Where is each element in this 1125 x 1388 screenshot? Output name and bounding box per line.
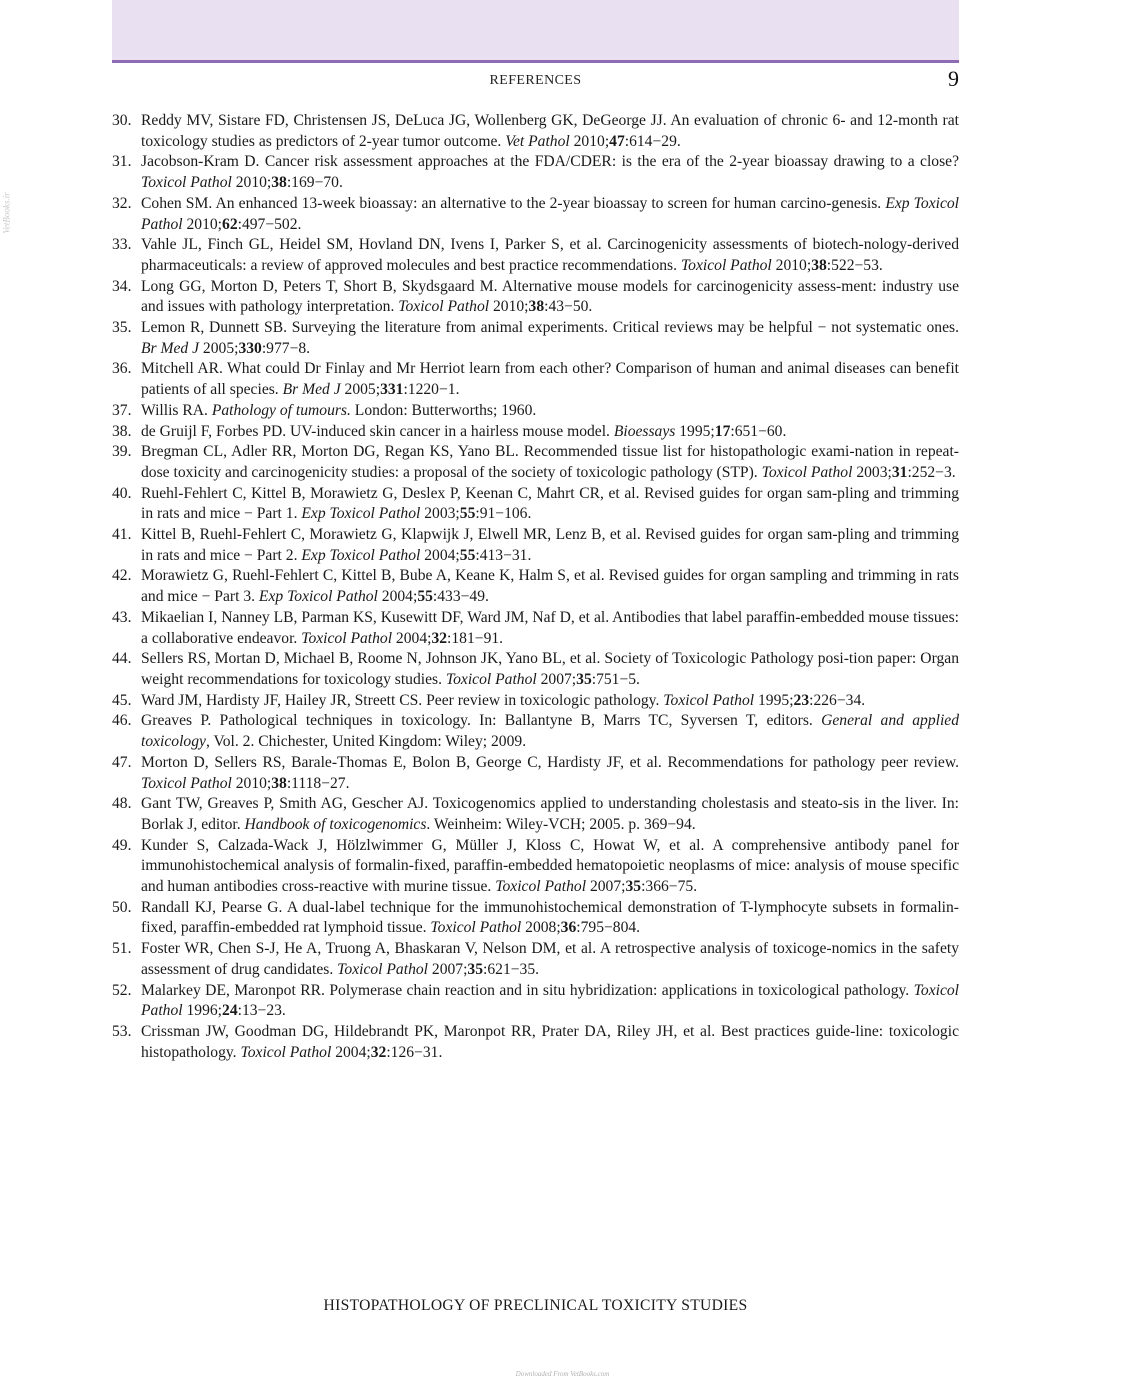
reference-item bbox=[112, 981, 959, 1022]
reference-number: 52. bbox=[112, 981, 132, 999]
reference-item bbox=[112, 898, 959, 939]
reference-item bbox=[112, 359, 959, 400]
reference-number: 53. bbox=[112, 1022, 132, 1040]
reference-item bbox=[112, 111, 959, 152]
reference-number: 30. bbox=[112, 112, 132, 129]
reference-text: de Gruijl F, Forbes PD. UV-induced skin cancer in a hairless mouse model. Bioessays 1995;17:651−60. bbox=[141, 422, 787, 440]
reference-number: 41. bbox=[112, 526, 132, 544]
reference-number: 43. bbox=[112, 608, 132, 626]
reference-item bbox=[112, 691, 959, 712]
reference-text: Cohen SM. An enhanced 13-week bioassay: an alternative to the 2-year bioassay to screen for human carcino-genesis. Exp Toxicol Pathol 2010;62:497−502. bbox=[141, 194, 959, 233]
reference-text: Lemon R, Dunnett SB. Surveying the literature from animal experiments. Critical reviews may be helpful − not systematic ones. Br Med J 2005;330:977−8. bbox=[141, 319, 959, 357]
reference-number: 33. bbox=[112, 236, 132, 254]
reference-text: Crissman JW, Goodman DG, Hildebrandt PK, Maronpot RR, Prater DA, Riley JH, et al. Best practices guide-line: toxicologic histopathology. Toxicol Pathol 2004;32:126−31. bbox=[141, 1022, 959, 1061]
reference-item bbox=[112, 235, 959, 276]
reference-text: Gant TW, Greaves P, Smith AG, Gescher AJ. Toxicogenomics applied to understanding cholestasis and steato-sis in the liver. In: Borlak J, editor. Handbook of toxicogenomics. Weinheim: Wiley-VCH; 2005. p. 369−94. bbox=[141, 795, 959, 833]
reference-text: Morawietz G, Ruehl-Fehlert C, Kittel B, Bube A, Keane K, Halm S, et al. Revised guides for organ sampling and trimming in rats and mice − Part 3. Exp Toxicol Pathol 2004;55:433−49. bbox=[141, 567, 959, 606]
reference-number: 36. bbox=[112, 360, 132, 378]
reference-item bbox=[112, 608, 959, 649]
reference-text: Mikaelian I, Nanney LB, Parman KS, Kusewitt DF, Ward JM, Naf D, et al. Antibodies that label paraffin-embedded mouse tissues: a collaborative endeavor. Toxicol Pathol 2004;32:181−91. bbox=[141, 608, 959, 647]
reference-item bbox=[112, 836, 959, 898]
reference-number: 48. bbox=[112, 795, 132, 813]
header-color-band bbox=[112, 0, 959, 60]
reference-number: 45. bbox=[112, 691, 132, 709]
reference-item bbox=[112, 484, 959, 525]
reference-item bbox=[112, 401, 959, 422]
reference-number: 38. bbox=[112, 422, 132, 440]
reference-item bbox=[112, 753, 959, 794]
reference-text: Sellers RS, Mortan D, Michael B, Roome N, Johnson JK, Yano BL, et al. Society of Toxicologic Pathology posi-tion paper: Organ weight recommendations for toxicology studies. Toxicol Pathol 2007;35:751−5. bbox=[141, 650, 959, 688]
reference-item bbox=[112, 566, 959, 607]
reference-text: Willis RA. Pathology of tumours. London: Butterworths; 1960. bbox=[141, 401, 537, 419]
reference-item bbox=[112, 525, 959, 566]
reference-number: 35. bbox=[112, 319, 132, 337]
reference-item bbox=[112, 442, 959, 483]
reference-text: Ruehl-Fehlert C, Kittel B, Morawietz G, Deslex P, Keenan C, Mahrt CR, et al. Revised guides for organ sam-pling and trimming in rats and mice − Part 1. Exp Toxicol Pathol 2003;55:91−106. bbox=[141, 484, 959, 523]
reference-item bbox=[112, 649, 959, 690]
reference-number: 46. bbox=[112, 712, 132, 730]
reference-text: Foster WR, Chen S-J, He A, Truong A, Bhaskaran V, Nelson DM, et al. A retrospective analysis of toxicoge-nomics in the safety assessment of drug candidates. Toxicol Pathol 2007;35:621−35. bbox=[141, 940, 959, 978]
reference-number: 39. bbox=[112, 443, 132, 461]
reference-number: 47. bbox=[112, 753, 132, 771]
running-head: REFERENCES bbox=[489, 73, 582, 88]
reference-number: 37. bbox=[112, 401, 132, 419]
reference-item bbox=[112, 318, 959, 359]
reference-number: 32. bbox=[112, 194, 132, 212]
reference-text: Long GG, Morton D, Peters T, Short B, Skydsgaard M. Alternative mouse models for carcinogenicity assess-ment: industry use and issues with pathology interpretation. Toxicol Pathol 2010;38:43−50. bbox=[141, 277, 959, 316]
reference-number: 51. bbox=[112, 940, 132, 958]
reference-item bbox=[112, 711, 959, 752]
reference-text: Jacobson-Kram D. Cancer risk assessment approaches at the FDA/CDER: is the era of the 2-year bioassay drawing to a close? Toxicol Pathol 2010;38:169−70. bbox=[141, 153, 959, 192]
header-rule bbox=[112, 60, 959, 63]
reference-text: Morton D, Sellers RS, Barale-Thomas E, Bolon B, George C, Hardisty JF, et al. Recommendations for pathology peer review. Toxicol Pathol 2010;38:1118−27. bbox=[141, 753, 959, 792]
footer-book-title: HISTOPATHOLOGY OF PRECLINICAL TOXICITY STUDIES bbox=[323, 1297, 748, 1314]
reference-number: 50. bbox=[112, 898, 132, 916]
reference-item bbox=[112, 194, 959, 235]
reference-text: Kittel B, Ruehl-Fehlert C, Morawietz G, Klapwijk J, Elwell MR, Lenz B, et al. Revised guides for organ sam-pling and trimming in rats and mice − Part 2. Exp Toxicol Pathol 2004;55:413−31. bbox=[141, 526, 959, 564]
reference-number: 40. bbox=[112, 484, 132, 502]
reference-item bbox=[112, 794, 959, 835]
reference-text: Randall KJ, Pearse G. A dual-label technique for the immunohistochemical demonstration of T-lymphocyte subsets in formalin-fixed, paraffin-embedded rat lymphoid tissue. Toxicol Pathol 2008;36:795−804. bbox=[141, 898, 959, 937]
reference-text: Bregman CL, Adler RR, Morton DG, Regan KS, Yano BL. Recommended tissue list for histopathologic exami-nation in repeat-dose toxicity and carcinogenicity studies: a proposal of the society of toxicologic pathology (STP). Toxicol Pathol 2003;31:252−3. bbox=[141, 443, 959, 481]
side-watermark: VetBooks.ir bbox=[1, 192, 12, 234]
reference-number: 31. bbox=[112, 153, 132, 171]
reference-item bbox=[112, 939, 959, 980]
reference-text: Kunder S, Calzada-Wack J, Hölzlwimmer G, Müller J, Kloss C, Howat W, et al. A comprehensive antibody panel for immunohistochemical analysis of formalin-fixed, paraffin-embedded hematopoietic neoplasms of mice: analysis of mouse specific and human antibodies cross-reactive with murine tissue. Toxicol Pathol 2007;35:366−75. bbox=[141, 836, 959, 896]
page-number: 9 bbox=[948, 66, 959, 91]
reference-number: 44. bbox=[112, 650, 132, 668]
reference-text: Reddy MV, Sistare FD, Christensen JS, DeLuca JG, Wollenberg GK, DeGeorge JJ. An evaluation of chronic 6- and 12-month rat toxicology studies as predictors of 2-year tumor outcome. Vet Pathol 2010;47:614−29. bbox=[141, 112, 959, 150]
reference-number: 42. bbox=[112, 567, 132, 585]
reference-item bbox=[112, 277, 959, 318]
reference-item bbox=[112, 422, 959, 443]
reference-number: 49. bbox=[112, 836, 132, 854]
reference-number: 34. bbox=[112, 277, 132, 295]
reference-text: Ward JM, Hardisty JF, Hailey JR, Streett CS. Peer review in toxicologic pathology. Toxicol Pathol 1995;23:226−34. bbox=[141, 691, 866, 709]
reference-item bbox=[112, 152, 959, 193]
download-watermark: Downloaded From VetBooks.com bbox=[515, 1370, 610, 1378]
reference-text: Malarkey DE, Maronpot RR. Polymerase chain reaction and in situ hybridization: applications in toxicological pathology. Toxicol Pathol 1996;24:13−23. bbox=[141, 981, 959, 1020]
reference-text: Mitchell AR. What could Dr Finlay and Mr Herriot learn from each other? Comparison of human and animal diseases can benefit patients of all species. Br Med J 2005;331:1220−1. bbox=[141, 360, 959, 399]
reference-text: Vahle JL, Finch GL, Heidel SM, Hovland DN, Ivens I, Parker S, et al. Carcinogenicity assessments of biotech-nology-derived pharmaceuticals: a review of approved molecules and best practice recommendations. Toxicol Pathol 2010;38:522−53. bbox=[141, 236, 959, 274]
reference-item bbox=[112, 1022, 959, 1063]
reference-text: Greaves P. Pathological techniques in toxicology. In: Ballantyne B, Marrs TC, Syversen T, editors. General and applied toxicology, Vol. 2. Chichester, United Kingdom: Wiley; 2009. bbox=[141, 712, 959, 751]
reference-list bbox=[112, 111, 959, 1063]
